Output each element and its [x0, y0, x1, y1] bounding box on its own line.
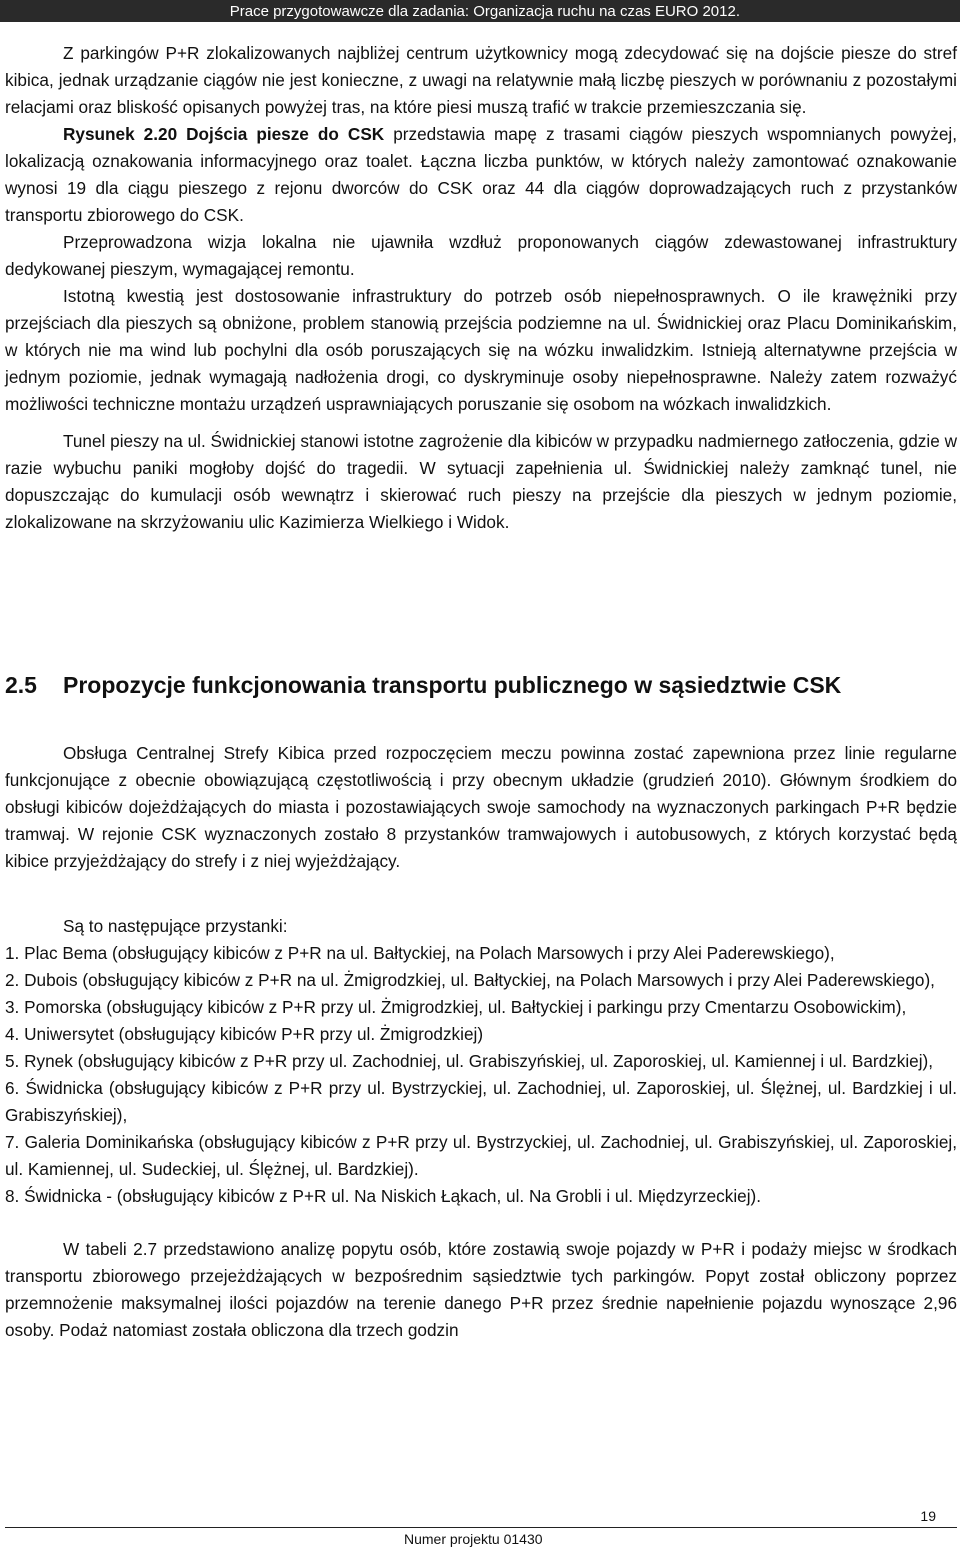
paragraph-tunnel: Tunel pieszy na ul. Świdnickiej stanowi istotne zagrożenie dla kibiców w przypadku nadmiernego zatłoczenia, gdzie w razie wybuchu paniki mogłoby dojść do tragedii. W sytuacji zapełnienia ul. Świdnickiej należy zamknąć tunel, nie dopuszczając do kumulacji osób wewnątrz i skierować ruch pieszy na przejście dla pieszych w jednym poziomie, zlokalizowane na skrzyżowaniu ulic Kazimierza Wielkiego i Widok.: [5, 431, 957, 532]
paragraph-site-inspection: Przeprowadzona wizja lokalna nie ujawniła wzdłuż proponowanych ciągów zdewastowanej infrastruktury dedykowanej pieszym, wymagającej remontu.: [5, 232, 957, 279]
page-number: 19: [920, 1508, 936, 1524]
stops-list-intro: Są to następujące przystanki:: [63, 916, 288, 936]
header-title: Prace przygotowawcze dla zadania: Organizacja ruchu na czas EURO 2012.: [229, 3, 740, 20]
list-item: 2. Dubois (obsługujący kibiców z P+R na ul. Żmigrodzkiej, ul. Bałtyckiej, na Polach Marsowych i przy Alei Paderewskiego),: [5, 970, 935, 990]
paragraph-parking-pr: Z parkingów P+R zlokalizowanych najbliżej centrum użytkownicy mogą zdecydować się na dojście piesze do stref kibica, jednak urządzanie ciągów nie jest konieczne, z uwagi na relatywnie małą liczbę pieszych w porównaniu z pozostałymi relacjami oraz bliskość opisanych powyżej tras, na które piesi muszą trafić w trakcie przemieszczania się.: [5, 43, 957, 117]
figure-reference: Rysunek 2.20 Dojścia piesze do CSK: [63, 124, 385, 144]
list-item: 8. Świdnicka - (obsługujący kibiców z P+R ul. Na Niskich Łąkach, ul. Na Grobli i ul. Międzyrzeckiej).: [5, 1186, 762, 1206]
paragraph-table-reference: W tabeli 2.7 przedstawiono analizę popytu osób, które zostawią swoje pojazdy w P+R i podaży miejsc w środkach transportu zbiorowego przejeżdżających w bezpośrednim sąsiedztwie tych parkingów. Popyt został obliczony poprzez przemnożenie maksymalnej ilości pojazdów na terenie danego P+R przez średnie napełnienie pojazdu wynoszące 2,96 osoby. Podaż natomiast została obliczona dla trzech godzin: [5, 1239, 957, 1340]
list-item: 1. Plac Bema (obsługujący kibiców z P+R na ul. Bałtyckiej, na Polach Marsowych i przy Alei Paderewskiego),: [5, 943, 835, 963]
paragraph-accessibility: Istotną kwestią jest dostosowanie infrastruktury do potrzeb osób niepełnosprawnych. O ile krawężniki przy przejściach dla pieszych są obniżone, problem stanowią przejścia podziemne na ul. Świdnickiej oraz Placu Dominikańskim, w których nie ma wind lub pochylni dla osób poruszających się na wózku inwalidzkim. Istnieją alternatywne przejścia w jednym poziomie, jednak wymagają nadłożenia drogi, co dyskryminuje osoby niepełnosprawne. Należy zatem rozważyć możliwości techniczne montażu urządzeń usprawniających poruszanie się osobom na wózkach inwalidzkich.: [5, 286, 957, 414]
header-bar: [0, 0, 960, 22]
body-text-top: [5, 40, 957, 536]
section-number: 2.5: [5, 672, 37, 698]
paragraph-service: Obsługa Centralnej Strefy Kibica przed rozpoczęciem meczu powinna zostać zapewniona przez linie regularne funkcjonujące z obecnie obowiązującą częstotliwością i przy obecnym układzie (grudzień 2010). Głównym środkiem do obsługi kibiców dojeżdżających do miasta i pozostawiających swoje samochody na wyznaczonych parkingach P+R będzie tramwaj. W rejonie CSK wyznaczonych zostało 8 przystanków tramwajowych i autobusowych, z których korzystać będą kibice przyjeżdżający do strefy i z niej wyjeżdżający.: [5, 743, 957, 871]
list-item: 7. Galeria Dominikańska (obsługujący kibiców z P+R przy ul. Bystrzyckiej, ul. Zachodniej, ul. Grabiszyńskiej, ul. Zaporoskiej, ul. Kamiennej, ul. Sudeckiej, ul. Ślężnej, ul. Bardzkiej).: [5, 1132, 957, 1179]
body-text-section: [5, 740, 957, 1344]
list-item: 6. Świdnicka (obsługujący kibiców z P+R przy ul. Bystrzyckiej, ul. Zachodniej, ul. Zaporoskiej, ul. Ślężnej, ul. Bardzkiej i ul. Grabiszyńskiej),: [5, 1078, 957, 1125]
figure-reference-text: przedstawia mapę z trasami ciągów pieszych wspomnianych powyżej, lokalizacją oznakowania informacyjnego oraz toalet. Łączna liczba punktów, w których należy zamontować oznakowanie wynosi 19 dla ciągu pieszego z rejonu dworców do CSK oraz 44 dla ciągów doprowadzających ruch z przystanków transportu zbiorowego do CSK.: [5, 124, 957, 225]
paragraph-figure-reference: [5, 121, 957, 229]
footer-project-number: Numer projektu 01430: [404, 1531, 543, 1547]
section-title: Propozycje funkcjonowania transportu publicznego w sąsiedztwie CSK: [63, 672, 842, 698]
list-item: 5. Rynek (obsługujący kibiców z P+R przy ul. Zachodniej, ul. Grabiszyńskiej, ul. Zaporoskiej, ul. Kamiennej i ul. Bardzkiej),: [5, 1051, 934, 1071]
list-item: 3. Pomorska (obsługujący kibiców z P+R przy ul. Żmigrodzkiej, ul. Bałtyckiej i parkingu przy Cmentarzu Osobowickim),: [5, 997, 907, 1017]
footer-divider: [5, 1527, 957, 1528]
section-heading: [5, 672, 841, 699]
list-item: 4. Uniwersytet (obsługujący kibiców P+R przy ul. Żmigrodzkiej): [5, 1024, 484, 1044]
